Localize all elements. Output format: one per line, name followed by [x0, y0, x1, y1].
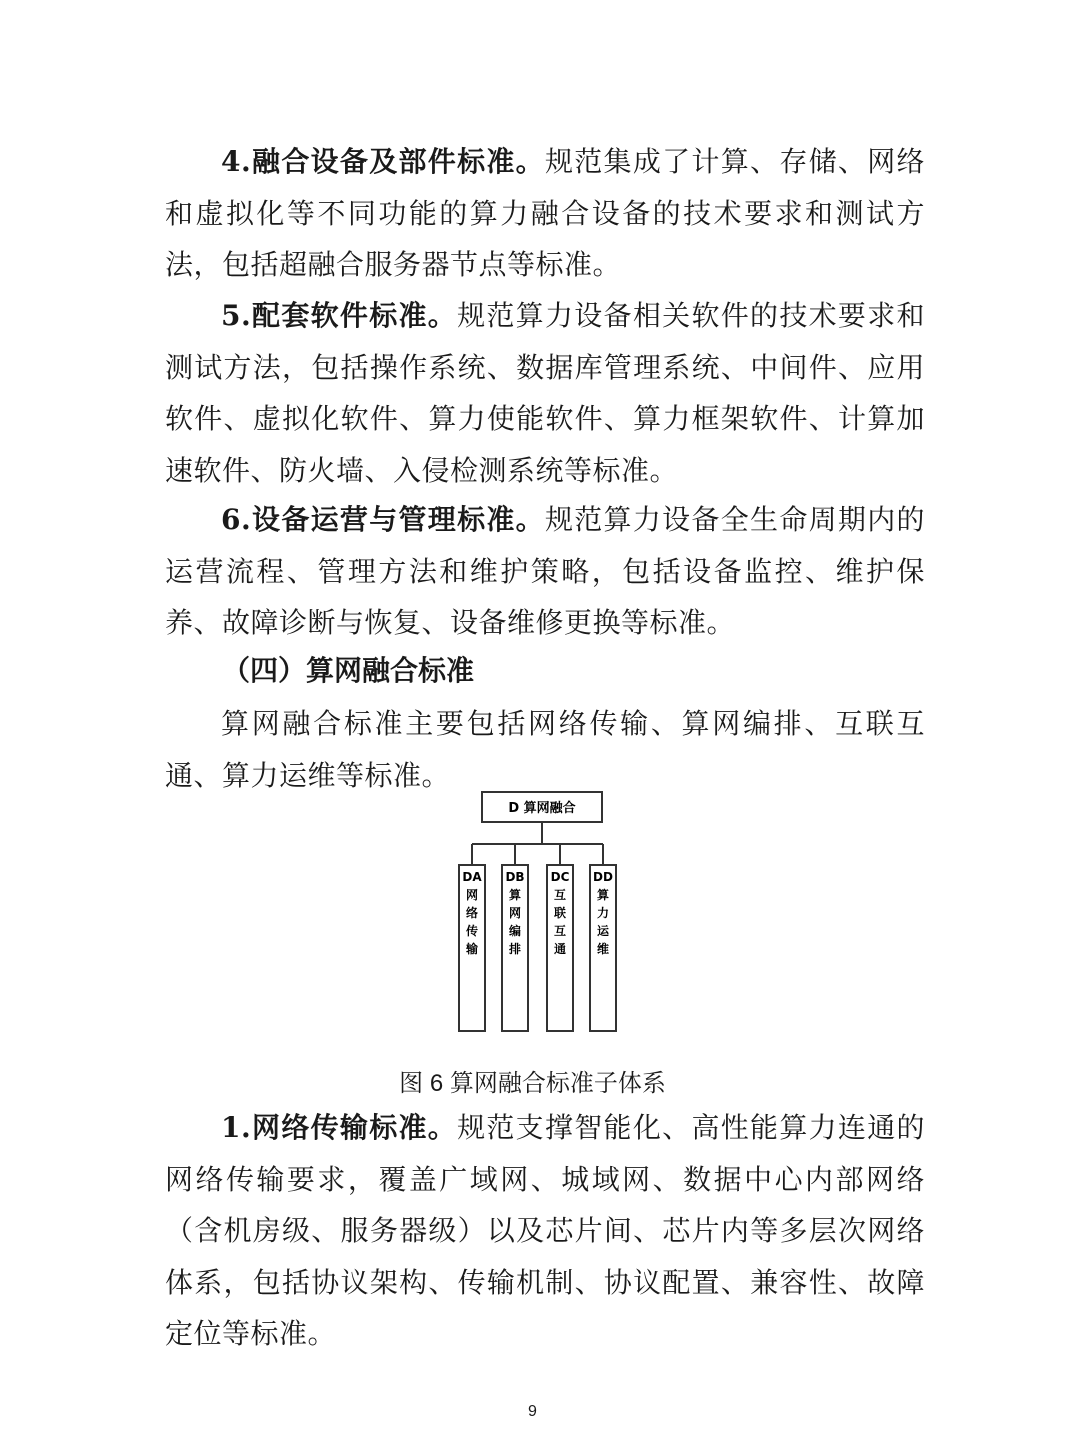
page-number: 9: [528, 1403, 537, 1420]
child-node-da: [459, 844, 485, 1031]
paragraph-text: 规范算力设备相关软件的技术要求和测试方法，包括操作系统、数据库管理系统、中间件、应用软件、虚拟化软件、算力使能软件、算力框架软件、计算加速软件、防火墙、入侵检测系统等标准。: [165, 299, 925, 487]
child-node-char: 算: [508, 888, 522, 902]
child-node-db: [502, 844, 528, 1031]
paragraph-lead: 5.配套软件标准。: [221, 299, 458, 332]
child-node-char: 联: [553, 906, 567, 920]
child-node-char: 排: [508, 942, 522, 956]
child-node-code: DA: [462, 870, 482, 884]
child-node-char: 力: [596, 906, 610, 920]
intro-paragraph: 算网融合标准主要包括网络传输、算网编排、互联互通、算力运维等标准。: [165, 707, 925, 792]
child-node-char: 运: [596, 924, 610, 938]
paragraph-network-transmission: [165, 1102, 925, 1360]
paragraph-fusion-equipment: [165, 136, 925, 291]
paragraph-lead: 4.融合设备及部件标准。: [221, 145, 545, 178]
figure-caption: 图 6 算网融合标准子体系: [399, 1070, 666, 1097]
paragraph-text: 规范支撑智能化、高性能算力连通的网络传输要求，覆盖广域网、城域网、数据中心内部网络（含机房级、服务器级）以及芯片间、芯片内等多层次网络体系，包括协议架构、传输机制、协议配置、兼容性、故障定位等标准。: [165, 1111, 925, 1350]
child-node-code: DB: [505, 870, 525, 884]
paragraph-text: 规范集成了计算、存储、网络和虚拟化等不同功能的算力融合设备的技术要求和测试方法，包括超融合服务器节点等标准。: [165, 145, 925, 281]
child-node-char: 通: [553, 942, 567, 956]
paragraph-lead: 6.设备运营与管理标准。: [221, 503, 545, 536]
child-node-dc: [547, 844, 573, 1031]
child-node-char: 互: [553, 888, 567, 902]
child-node-char: 输: [465, 942, 479, 956]
child-node-char: 络: [465, 906, 479, 920]
child-node-char: 网: [465, 888, 479, 902]
child-node-char: 算: [596, 888, 610, 902]
standards-tree-diagram: [440, 780, 620, 1040]
paragraph-text: 规范算力设备全生命周期内的运营流程、管理方法和维护策略，包括设备监控、维护保养、故障诊断与恢复、设备维修更换等标准。: [165, 503, 925, 639]
root-node-label: D 算网融合: [508, 801, 576, 816]
child-node-code: DD: [593, 870, 613, 884]
child-node-char: 维: [596, 942, 610, 956]
child-node-code: DC: [550, 870, 570, 884]
child-node-char: 传: [465, 924, 479, 938]
child-node-dd: [590, 844, 616, 1031]
paragraph-lead: 1.网络传输标准。: [221, 1111, 458, 1144]
child-node-char: 网: [508, 906, 522, 920]
section-heading: （四）算网融合标准: [222, 654, 475, 687]
child-node-char: 互: [553, 924, 567, 938]
paragraph-operations: [165, 494, 925, 649]
child-node-char: 编: [508, 924, 522, 938]
paragraph-software: [165, 290, 925, 496]
